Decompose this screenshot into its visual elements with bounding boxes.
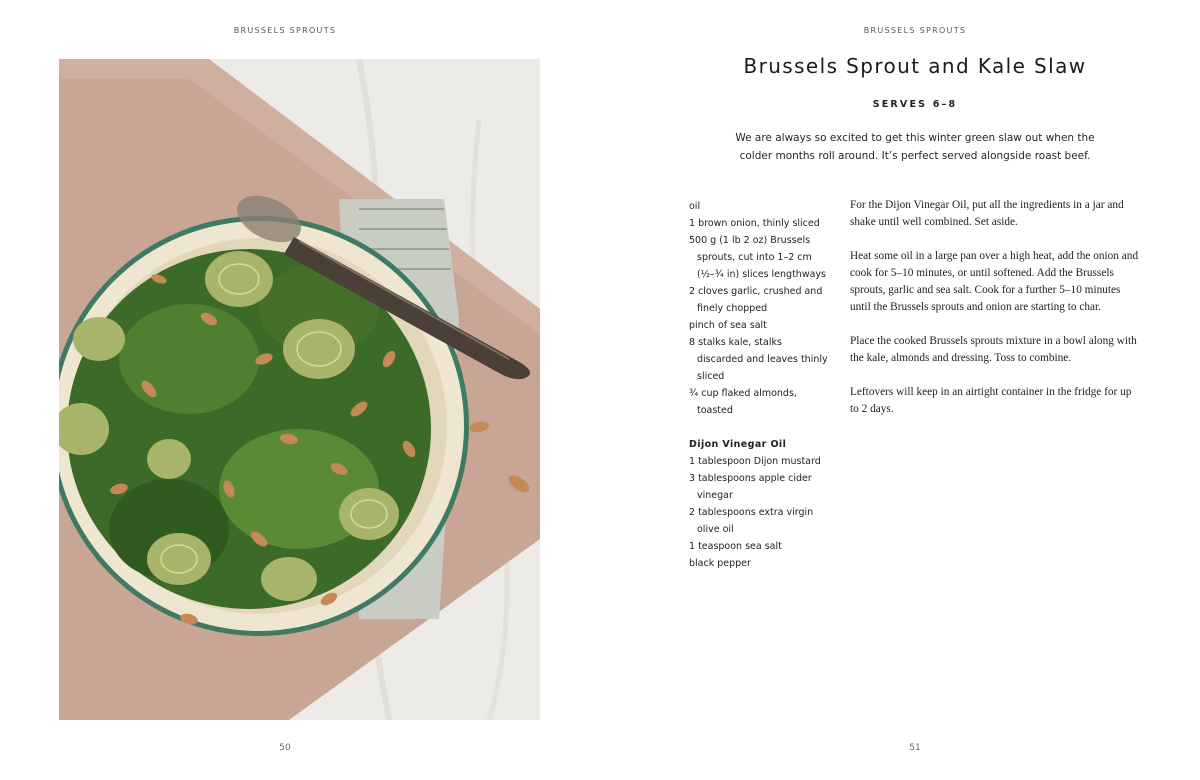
recipe-photo xyxy=(59,59,540,720)
dressing-item: 1 teaspoon sea salt xyxy=(689,541,782,552)
running-head-left: BRUSSELS SPROUTS xyxy=(233,26,337,35)
method-steps xyxy=(850,197,1140,435)
dressing-item: 2 tablespoons extra virgin olive oil xyxy=(689,507,814,535)
recipe-title: Brussels Sprout and Kale Slaw xyxy=(743,54,1087,78)
recipe-intro: We are always so excited to get this winter green slaw out when the colder months roll around. It’s perfect served alongside roast beef. xyxy=(735,132,1095,162)
ingredient-item: 2 cloves garlic, crushed and finely chopped xyxy=(689,286,823,314)
method-step: For the Dijon Vinegar Oil, put all the ingredients in a jar and shake until well combined. Set aside. xyxy=(850,199,1124,228)
ingredient-item: oil xyxy=(689,201,701,212)
method-step: Heat some oil in a large pan over a high heat, add the onion and cook for 5–10 minutes, or until softened. Add the Brussels sprouts, garlic and sea salt. Cook for a further 5–10 minutes until the Brussels sprouts and onion are starting to char. xyxy=(850,250,1139,313)
method-step: Leftovers will keep in an airtight container in the fridge for up to 2 days. xyxy=(850,386,1132,415)
page-number-left: 50 xyxy=(279,743,291,753)
ingredient-item: pinch of sea salt xyxy=(689,320,767,331)
ingredient-item: 500 g (1 lb 2 oz) Brussels sprouts, cut into 1–2 cm (½–¾ in) slices lengthways xyxy=(689,235,826,280)
dressing-item: 3 tablespoons apple cider vinegar xyxy=(689,473,812,501)
running-head-right: BRUSSELS SPROUTS xyxy=(863,26,967,35)
dressing-item: 1 tablespoon Dijon mustard xyxy=(689,456,821,467)
ingredient-list xyxy=(689,198,829,572)
ingredient-item: 8 stalks kale, stalks discarded and leaves thinly sliced xyxy=(689,337,828,382)
dressing-item: black pepper xyxy=(689,558,751,569)
method-step: Place the cooked Brussels sprouts mixture in a bowl along with the kale, almonds and dressing. Toss to combine. xyxy=(850,335,1137,364)
page-number-right: 51 xyxy=(909,743,921,753)
ingredient-item: 1 brown onion, thinly sliced xyxy=(689,218,820,229)
dressing-heading: Dijon Vinegar Oil xyxy=(689,439,787,450)
serves-label: SERVES 6–8 xyxy=(872,99,958,110)
ingredient-item: ¾ cup flaked almonds, toasted xyxy=(689,388,797,416)
